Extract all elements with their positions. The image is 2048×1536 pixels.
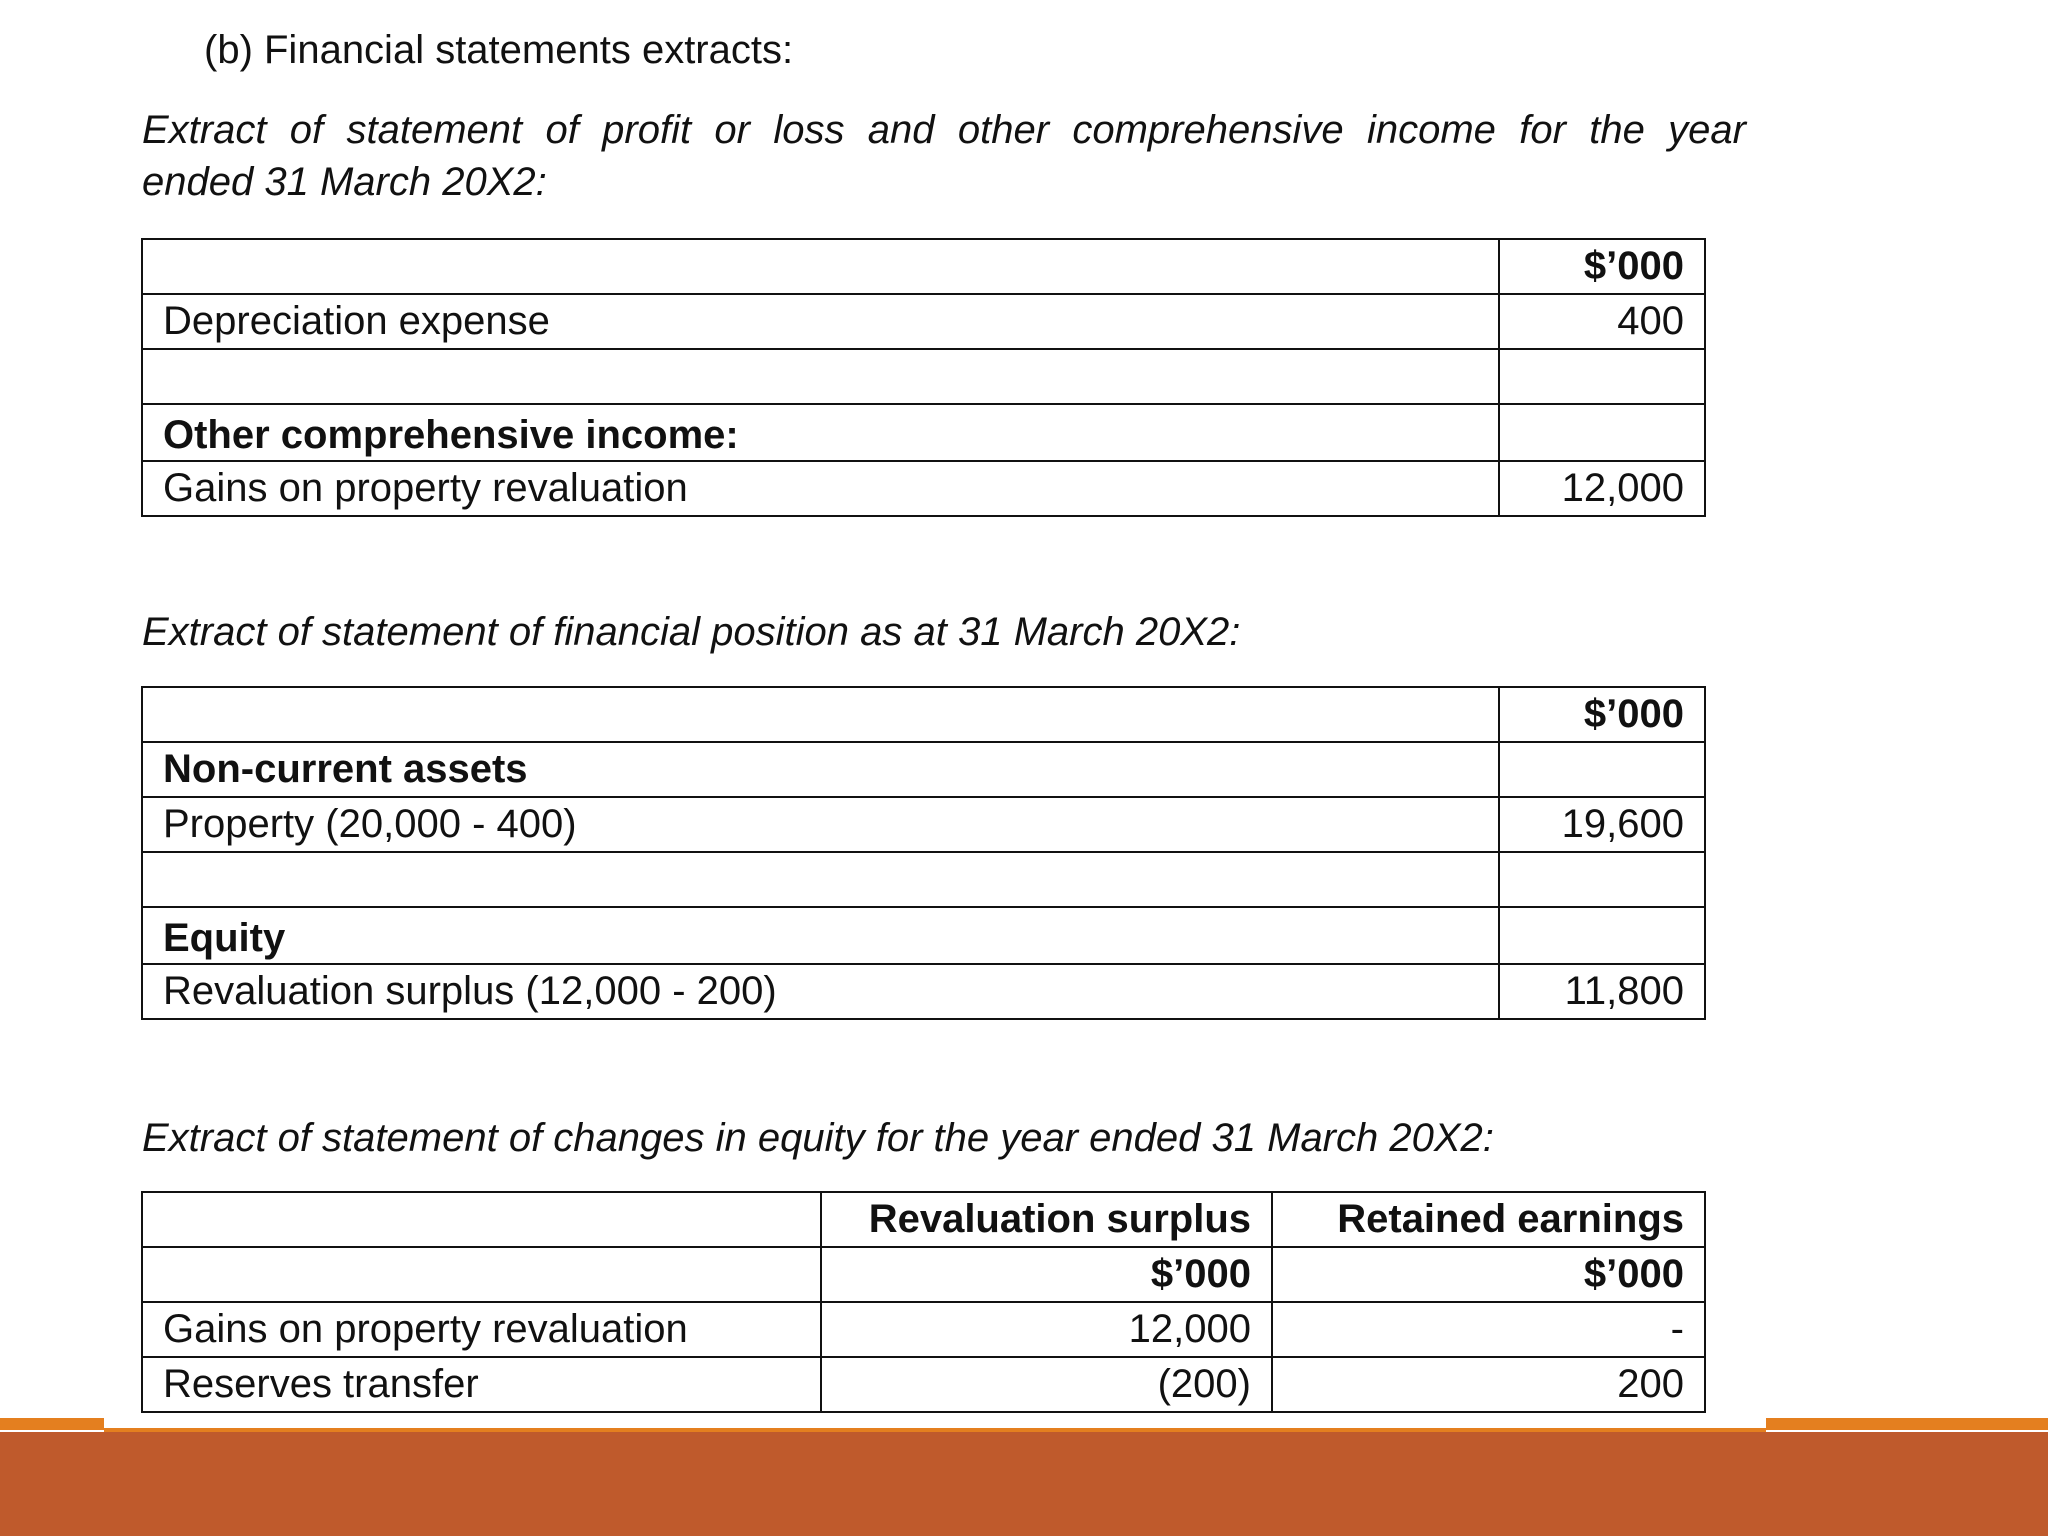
table-row bbox=[142, 294, 1705, 349]
unit-header: $’000 bbox=[1499, 687, 1705, 742]
table-row bbox=[142, 404, 1705, 461]
changes-in-equity-table bbox=[141, 1191, 1706, 1413]
footer-accent-line bbox=[0, 1418, 104, 1430]
row-value bbox=[1499, 349, 1705, 404]
table-row bbox=[142, 797, 1705, 852]
footer-band bbox=[0, 1432, 2048, 1536]
changes-in-equity-caption: Extract of statement of changes in equity for the year ended 31 March 20X2: bbox=[142, 1116, 1494, 1160]
row-label: Gains on property revaluation bbox=[142, 1302, 821, 1357]
profit-or-loss-caption-continued: ended 31 March 20X2: bbox=[142, 160, 547, 204]
table-header-row bbox=[142, 1192, 1705, 1247]
row-label: Property (20,000 - 400) bbox=[142, 797, 1499, 852]
row-label: Equity bbox=[142, 907, 1499, 964]
row-value: 400 bbox=[1499, 294, 1705, 349]
row-value: 19,600 bbox=[1499, 797, 1705, 852]
unit-header: $’000 bbox=[1272, 1247, 1705, 1302]
unit-header: $’000 bbox=[1499, 239, 1705, 294]
table-unit-row bbox=[142, 1247, 1705, 1302]
row-value bbox=[1499, 852, 1705, 907]
row-label bbox=[142, 349, 1499, 404]
table-row bbox=[142, 1357, 1705, 1412]
row-value bbox=[1499, 742, 1705, 797]
row-label: Other comprehensive income: bbox=[142, 404, 1499, 461]
row-label: Gains on property revaluation bbox=[142, 461, 1499, 516]
financial-position-table bbox=[141, 686, 1706, 1020]
row-label bbox=[142, 852, 1499, 907]
row-value-retained-earnings: - bbox=[1272, 1302, 1705, 1357]
row-value-revaluation-surplus: 12,000 bbox=[821, 1302, 1272, 1357]
table-row bbox=[142, 1302, 1705, 1357]
column-header-revaluation-surplus: Revaluation surplus bbox=[821, 1192, 1272, 1247]
row-label: Reserves transfer bbox=[142, 1357, 821, 1412]
row-value-revaluation-surplus: (200) bbox=[821, 1357, 1272, 1412]
row-value: 11,800 bbox=[1499, 964, 1705, 1019]
unit-header: $’000 bbox=[821, 1247, 1272, 1302]
row-value-retained-earnings: 200 bbox=[1272, 1357, 1705, 1412]
table-row bbox=[142, 852, 1705, 907]
footer-accent-line bbox=[1766, 1418, 2048, 1430]
header-label-cell bbox=[142, 239, 1499, 294]
table-header-row bbox=[142, 239, 1705, 294]
row-value bbox=[1499, 907, 1705, 964]
table-row bbox=[142, 964, 1705, 1019]
table-row bbox=[142, 742, 1705, 797]
table-row bbox=[142, 349, 1705, 404]
row-value bbox=[1499, 404, 1705, 461]
column-header-retained-earnings: Retained earnings bbox=[1272, 1192, 1705, 1247]
table-row bbox=[142, 907, 1705, 964]
unit-label-cell bbox=[142, 1247, 821, 1302]
header-label-cell bbox=[142, 1192, 821, 1247]
profit-or-loss-table bbox=[141, 238, 1706, 517]
row-label: Non-current assets bbox=[142, 742, 1499, 797]
row-label: Revaluation surplus (12,000 - 200) bbox=[142, 964, 1499, 1019]
row-value: 12,000 bbox=[1499, 461, 1705, 516]
section-heading: (b) Financial statements extracts: bbox=[204, 28, 794, 72]
table-header-row bbox=[142, 687, 1705, 742]
header-label-cell bbox=[142, 687, 1499, 742]
row-label: Depreciation expense bbox=[142, 294, 1499, 349]
profit-or-loss-caption: Extract of statement of profit or loss and other comprehensive income for the year bbox=[142, 108, 1746, 152]
financial-position-caption: Extract of statement of financial position as at 31 March 20X2: bbox=[142, 610, 1241, 654]
table-row bbox=[142, 461, 1705, 516]
